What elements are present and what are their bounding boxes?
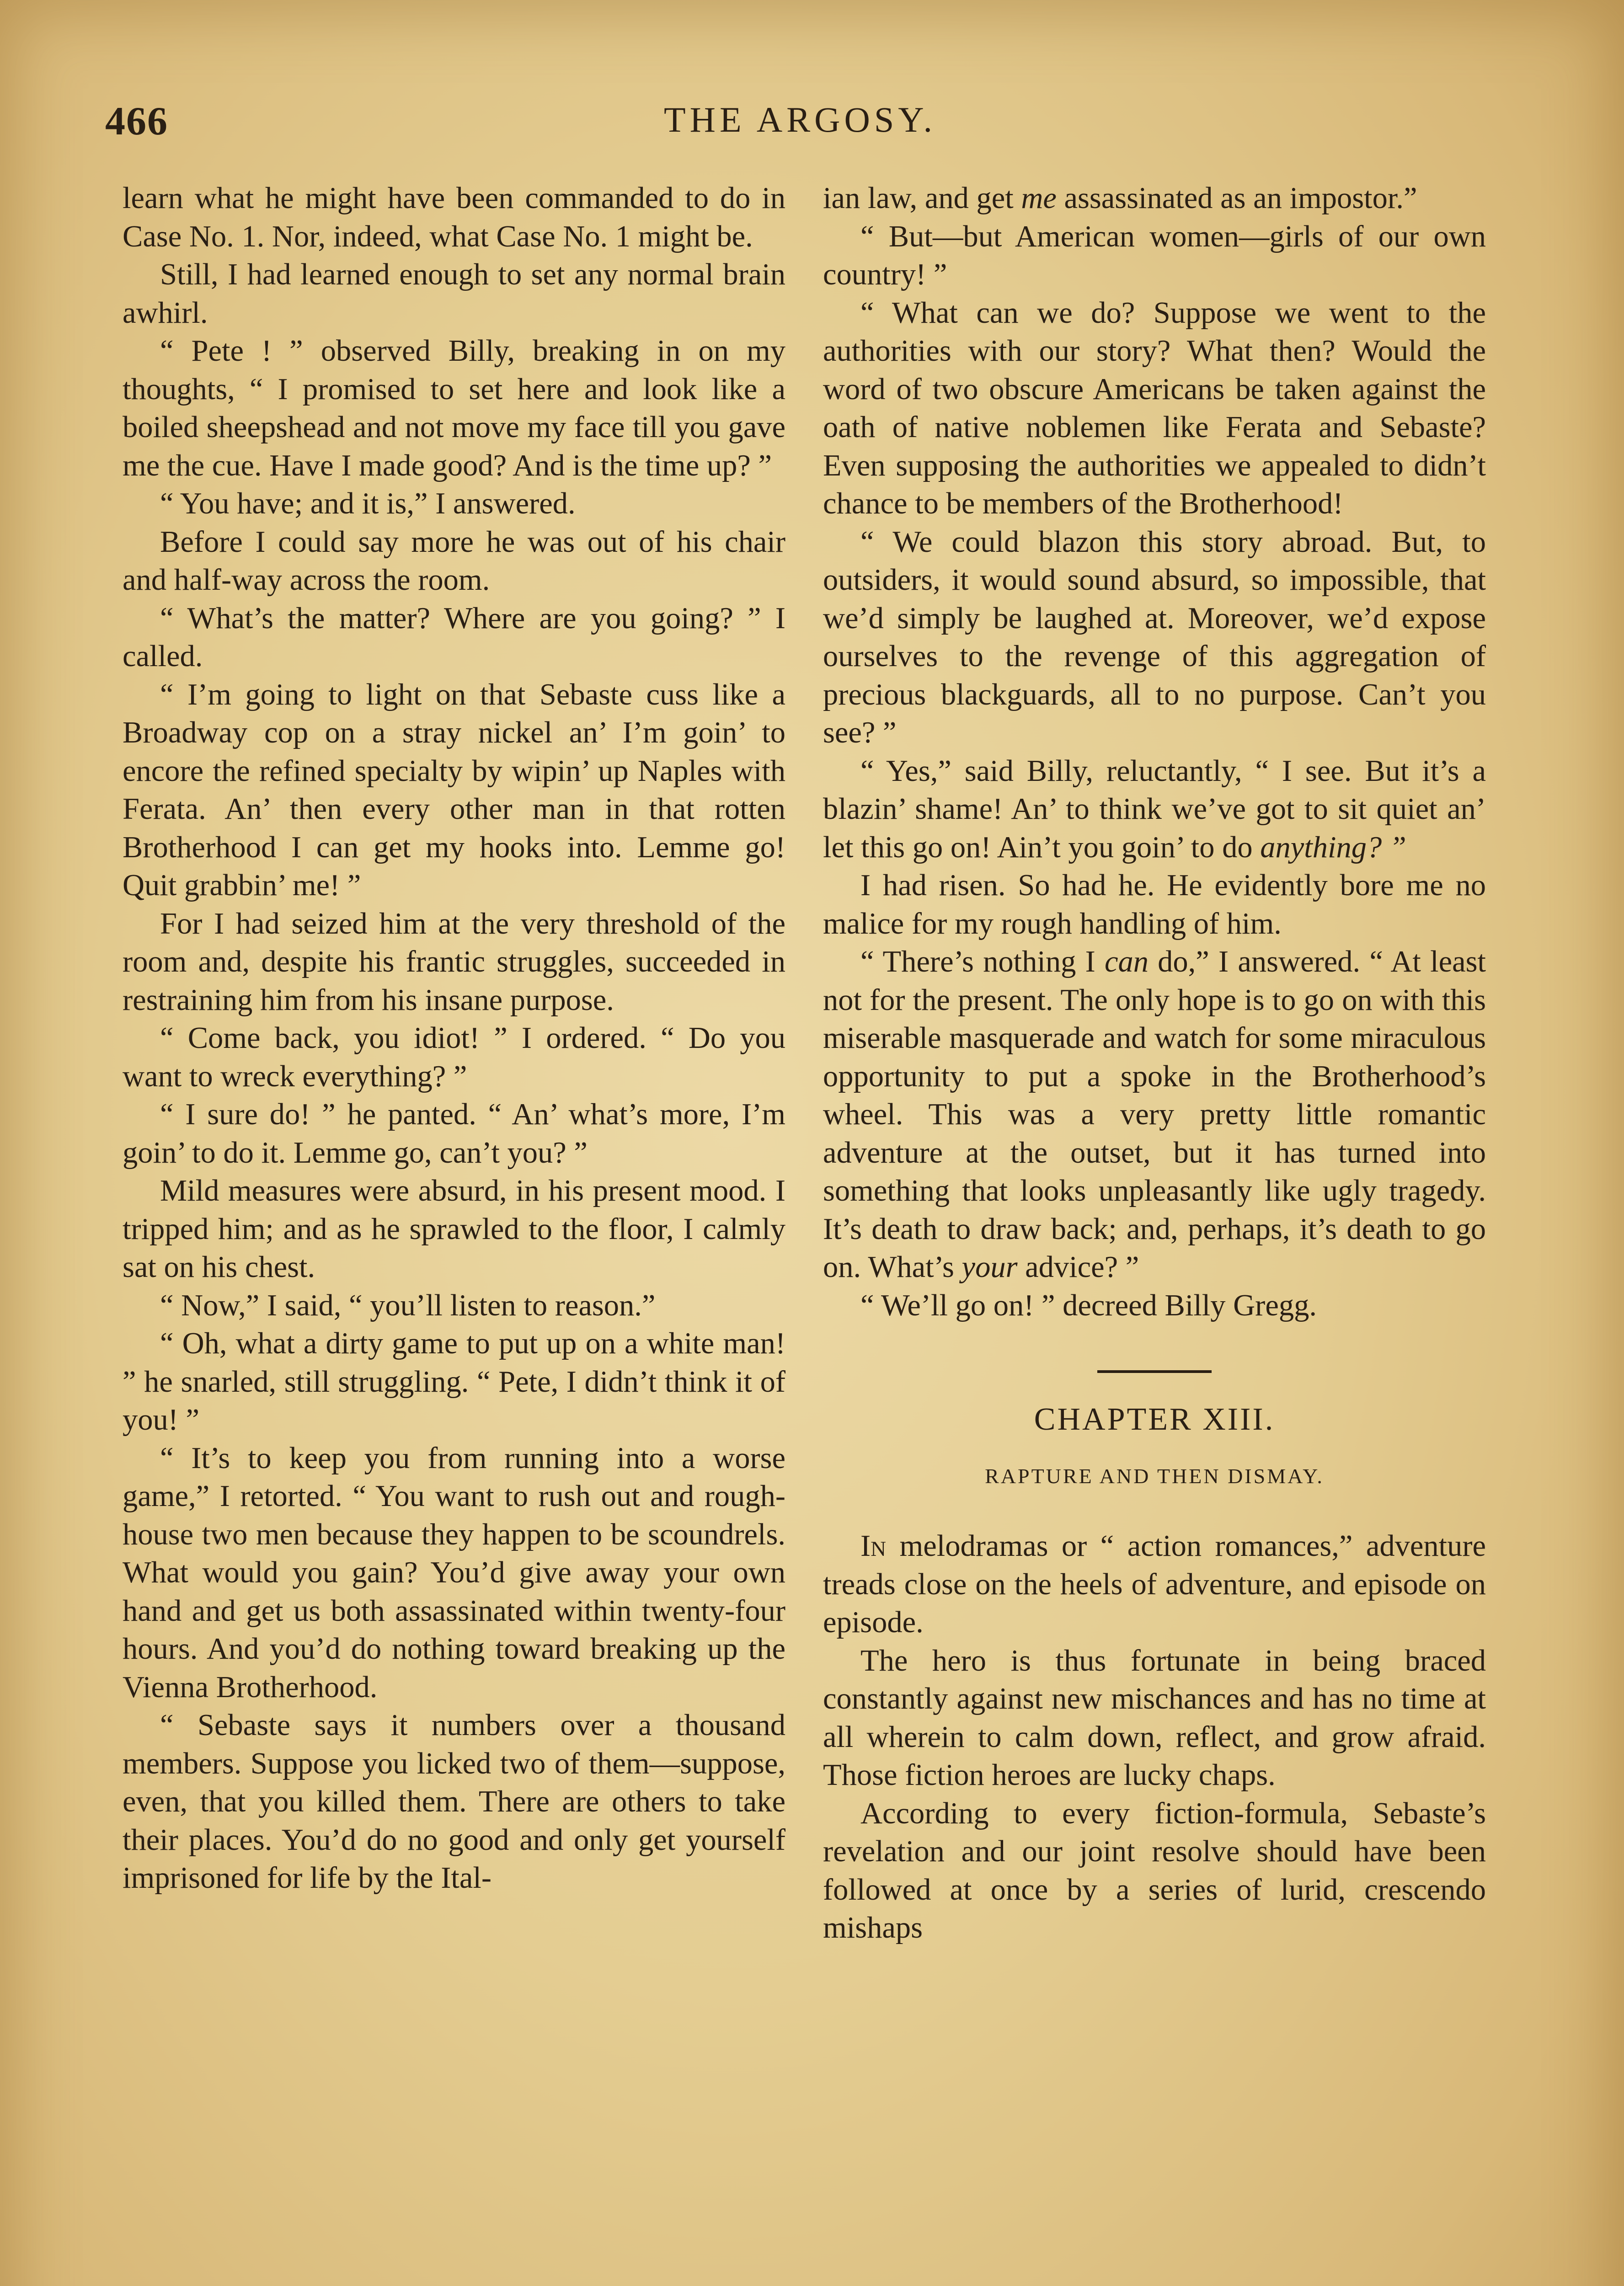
paragraph: According to every fiction-formula, Sebaste’s revelation and our joint resolve should have been followed at once by a series of lurid, crescendo mishaps — [823, 1796, 1486, 1944]
text-run: ian law, and get — [823, 182, 1021, 215]
paragraph: For I had seized him at the very threshold of the room and, despite his frantic struggles, succeeded in restraining him from his insane purpose. — [123, 907, 785, 1017]
section-divider — [1097, 1370, 1212, 1373]
paragraph: Still, I had learned enough to set any normal brain awhirl. — [123, 258, 785, 330]
emphasis: me — [1021, 182, 1057, 215]
paragraph — [823, 179, 1486, 218]
text-run: assassinated as an impostor.” — [1056, 182, 1417, 215]
paragraph: “ But—but American women—girls of our own country! ” — [823, 219, 1486, 291]
left-column — [123, 179, 785, 1897]
paragraph: Before I could say more he was out of his chair and half-way across the room. — [123, 525, 785, 597]
page-header — [105, 98, 1495, 149]
drop-word: In — [860, 1529, 887, 1563]
paragraph: “ Come back, you idiot! ” I ordered. “ Do you want to wreck everything? ” — [123, 1021, 785, 1093]
paragraph: “ What can we do? Suppose we went to the authorities with our story? What then? Would the word of two obscure Americans be taken against the oath of native noblemen like Ferata and Sebaste? Even supposing the authorities we appealed to didn’t chance to be members of the Brotherhood! — [823, 296, 1486, 520]
paragraph: “ Oh, what a dirty game to put up on a white man! ” he snarled, still struggling. “ Pete, I didn’t think it of you! ” — [123, 1327, 785, 1437]
running-title: THE ARGOSY. — [664, 100, 936, 139]
paragraph: “ You have; and it is,” I answered. — [160, 487, 576, 520]
text-run: “ Yes,” said Billy, reluctantly, “ I see. But it’s a blazin’ shame! An’ to think we’ve got to sit quiet an’ let this go on! Ain’t you goin’ to do — [823, 754, 1486, 864]
emphasis: can — [1104, 945, 1149, 978]
paragraph: “ We’ll go on! ” decreed Billy Gregg. — [860, 1288, 1317, 1322]
emphasis: your — [962, 1250, 1018, 1284]
paragraph: “ I’m going to light on that Sebaste cuss like a Broadway cop on a stray nickel an’ I’m goin’ to encore the refined specialty by wipin’ up Naples with Ferata. An’ then every other man in that rotten Brotherhood I can get my hooks into. Lemme go! Quit grabbin’ me! ” — [123, 678, 785, 902]
paragraph — [823, 1527, 1486, 1642]
paragraph: “ What’s the matter? Where are you going? ” I called. — [123, 601, 785, 673]
paragraph: “ I sure do! ” he panted. “ An’ what’s more, I’m goin’ to do it. Lemme go, can’t you? ” — [123, 1098, 785, 1170]
paragraph: learn what he might have been commanded to do in Case No. 1. Nor, indeed, what Case No. 1 might be. — [123, 182, 785, 253]
chapter-subtitle: RAPTURE AND THEN DISMAY. — [985, 1464, 1324, 1488]
text-run: “ There’s nothing I — [860, 945, 1105, 978]
text-run: do,” I answered. “ At least not for the present. The only hope is to go on with this miserable masquerade and watch for some miraculous opportunity to put a spoke in the Brotherhood’s wheel. This was a very pretty little romantic adventure at the outset, but it has turned into something that looks unpleasantly like ugly tragedy. It’s death to draw back; and, perhaps, it’s death to go on. What’s — [823, 945, 1486, 1284]
text-run: advice? ” — [1017, 1250, 1139, 1284]
emphasis: anything? — [1260, 830, 1382, 864]
paragraph — [823, 943, 1486, 1287]
paragraph: “ Sebaste says it numbers over a thousand members. Suppose you licked two of them—suppose, even, that you killed them. There are others to take their places. You’d do no good and only get yourself imprisoned for life by the Ital- — [123, 1709, 785, 1895]
paragraph: I had risen. So had he. He evidently bore me no malice for my rough handling of him. — [823, 869, 1486, 940]
text-run: melodramas or “ action romances,” adventure treads close on the heels of adventure, and episode on episode. — [823, 1529, 1486, 1639]
chapter-title: CHAPTER XIII. — [1034, 1402, 1275, 1437]
page-number: 466 — [105, 99, 168, 144]
paragraph: “ Now,” I said, “ you’ll listen to reason.” — [160, 1288, 656, 1322]
paragraph: “ Pete ! ” observed Billy, breaking in on my thoughts, “ I promised to set here and look like a boiled sheepshead and not move my face till you gave me the cue. Have I made good? And is the time up? ” — [123, 334, 785, 482]
paragraph: “ We could blazon this story abroad. But, to outsiders, it would sound absurd, so impossible, that we’d simply be laughed at. Moreover, we’d expose ourselves to the revenge of this aggregation of precious blackguards, all to no purpose. Can’t you see? ” — [823, 525, 1486, 749]
paragraph: Mild measures were absurd, in his present mood. I tripped him; and as he sprawled to the floor, I calmly sat on his chest. — [123, 1174, 785, 1284]
right-column — [823, 179, 1486, 1947]
paragraph — [823, 752, 1486, 867]
paragraph: “ It’s to keep you from running into a worse game,” I retorted. “ You want to rush out and rough-house two men because they happen to be scoundrels. What would you gain? You’d give away your own hand and get us both assassinated within twenty-four hours. And you’d do nothing toward breaking up the Vienna Brotherhood. — [123, 1441, 785, 1704]
text-run: ” — [1382, 830, 1406, 864]
paragraph: The hero is thus fortunate in being braced constantly against new mischances and has no time at all wherein to calm down, reflect, and grow afraid. Those fiction heroes are lucky chaps. — [823, 1644, 1486, 1792]
